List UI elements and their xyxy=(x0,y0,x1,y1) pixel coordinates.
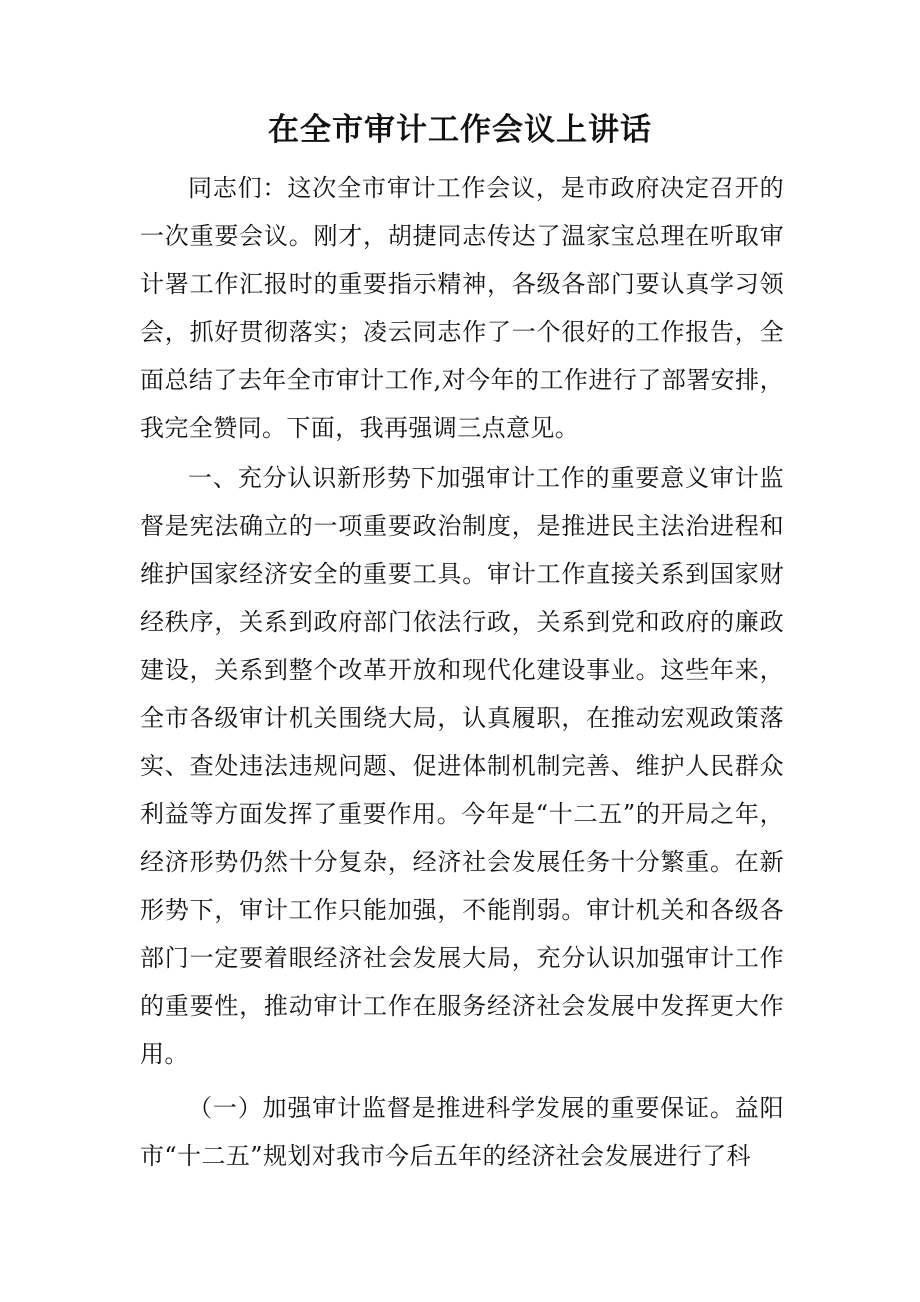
document-title: 在全市审计工作会议上讲话 xyxy=(268,112,652,148)
paragraph-subsection-one: （一）加强审计监督是推进科学发展的重要保证。益阳市“十二五”规划对我市今后五年的经济社会发展进行了科 xyxy=(140,1094,784,1170)
document-body xyxy=(140,164,784,1182)
paragraph-section-one: 一、充分认识新形势下加强审计工作的重要意义审计监督是宪法确立的一项重要政治制度，是推进民主法治进程和维护国家经济安全的重要工具。审计工作直接关系到国家财经秩序，关系到政府部门依法行政，关系到党和政府的廉政建设，关系到整个改革开放和现代化建设事业。这些年来，全市各级审计机关围绕大局，认真履职，在推动宏观政策落实、查处违法违规问题、促进体制机制完善、维护人民群众利益等方面发挥了重要作用。今年是“十二五”的开局之年，经济形势仍然十分复杂，经济社会发展任务十分繁重。在新形势下，审计工作只能加强，不能削弱。审计机关和各级各部门一定要着眼经济社会发展大局，充分认识加强审计工作的重要性，推动审计工作在服务经济社会发展中发挥更大作用。 xyxy=(140,464,784,1068)
paragraph-greeting: 同志们：这次全市审计工作会议，是市政府决定召开的一次重要会议。刚才，胡捷同志传达了温家宝总理在听取审计署工作汇报时的重要指示精神，各级各部门要认真学习领会，抓好贯彻落实；凌云同志作了一个很好的工作报告，全面总结了去年全市审计工作,对今年的工作进行了部署安排，我完全赞同。下面，我再强调三点意见。 xyxy=(140,174,784,442)
